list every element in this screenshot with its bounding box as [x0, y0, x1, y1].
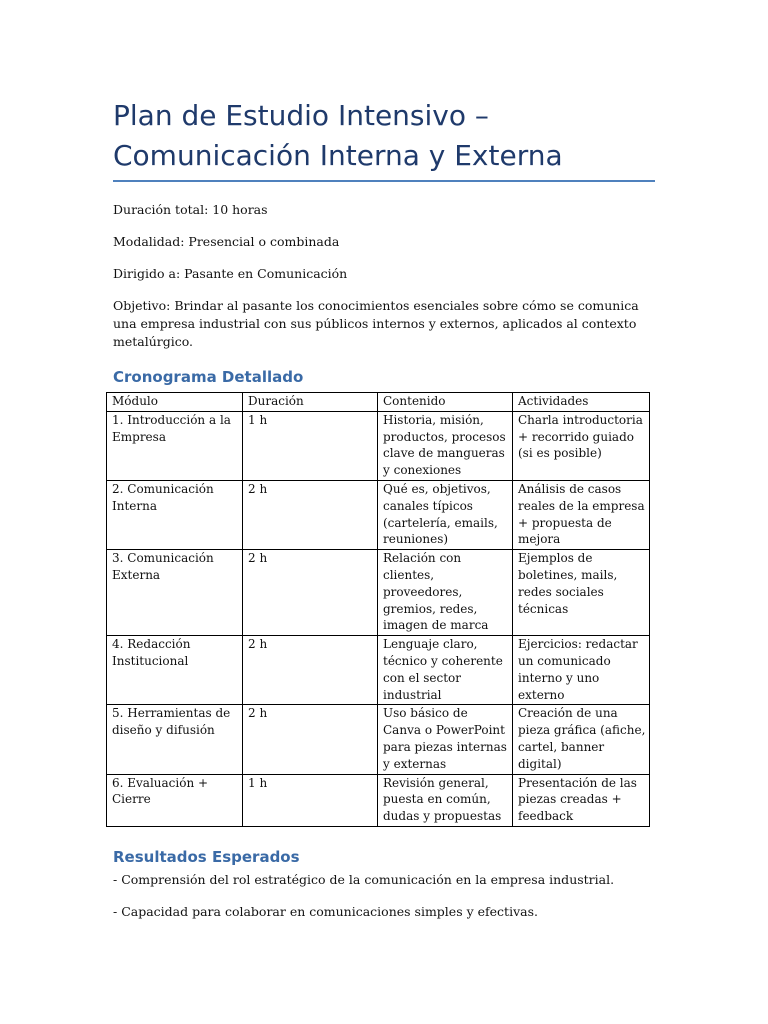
cell-duration: 1 h [243, 774, 378, 826]
cell-activities: Ejercicios: redactar un comunicado interno y uno externo [513, 636, 650, 705]
cell-content: Revisión general, puesta en común, dudas y propuestas [378, 774, 513, 826]
results-heading: Resultados Esperados [113, 848, 300, 866]
table-row [107, 411, 650, 480]
schedule-heading: Cronograma Detallado [113, 368, 304, 386]
cell-duration: 2 h [243, 705, 378, 774]
header-module: Módulo [107, 393, 243, 412]
cell-duration: 2 h [243, 480, 378, 549]
table-row [107, 705, 650, 774]
schedule-table [106, 392, 650, 827]
page-title: Plan de Estudio Intensivo – Comunicación Interna y Externa [113, 99, 563, 172]
table-row [107, 480, 650, 549]
cell-activities: Ejemplos de boletines, mails, redes sociales técnicas [513, 550, 650, 636]
cell-content: Historia, misión, productos, procesos clave de mangueras y conexiones [378, 411, 513, 480]
cell-module: 2. Comunicación Interna [107, 480, 243, 549]
audience-text: Dirigido a: Pasante en Comunicación [113, 266, 348, 281]
header-duration: Duración [243, 393, 378, 412]
table-row [107, 774, 650, 826]
header-content: Contenido [378, 393, 513, 412]
cell-module: 3. Comunicación Externa [107, 550, 243, 636]
cell-content: Relación con clientes, proveedores, gremios, redes, imagen de marca [378, 550, 513, 636]
cell-module: 6. Evaluación + Cierre [107, 774, 243, 826]
cell-duration: 2 h [243, 550, 378, 636]
cell-duration: 1 h [243, 411, 378, 480]
objective-text: Objetivo: Brindar al pasante los conocimientos esenciales sobre cómo se comunica una empresa industrial con sus públicos internos y externos, aplicados al contexto metalúrgico. [113, 298, 639, 349]
table-header-row [107, 393, 650, 412]
result-item: - Capacidad para colaborar en comunicaciones simples y efectivas. [113, 904, 538, 919]
cell-content: Qué es, objetivos, canales típicos (cartelería, emails, reuniones) [378, 480, 513, 549]
cell-content: Lenguaje claro, técnico y coherente con el sector industrial [378, 636, 513, 705]
cell-activities: Charla introductoria + recorrido guiado (si es posible) [513, 411, 650, 480]
header-activities: Actividades [513, 393, 650, 412]
cell-content: Uso básico de Canva o PowerPoint para piezas internas y externas [378, 705, 513, 774]
cell-duration: 2 h [243, 636, 378, 705]
result-item: - Comprensión del rol estratégico de la comunicación en la empresa industrial. [113, 872, 615, 887]
cell-module: 4. Redacción Institucional [107, 636, 243, 705]
cell-activities: Creación de una pieza gráfica (afiche, cartel, banner digital) [513, 705, 650, 774]
cell-activities: Análisis de casos reales de la empresa + propuesta de mejora [513, 480, 650, 549]
duration-text: Duración total: 10 horas [113, 202, 268, 217]
table-row [107, 636, 650, 705]
title-underline [113, 180, 655, 182]
modality-text: Modalidad: Presencial o combinada [113, 234, 340, 249]
cell-activities: Presentación de las piezas creadas + feedback [513, 774, 650, 826]
table-row [107, 550, 650, 636]
cell-module: 1. Introducción a la Empresa [107, 411, 243, 480]
cell-module: 5. Herramientas de diseño y difusión [107, 705, 243, 774]
